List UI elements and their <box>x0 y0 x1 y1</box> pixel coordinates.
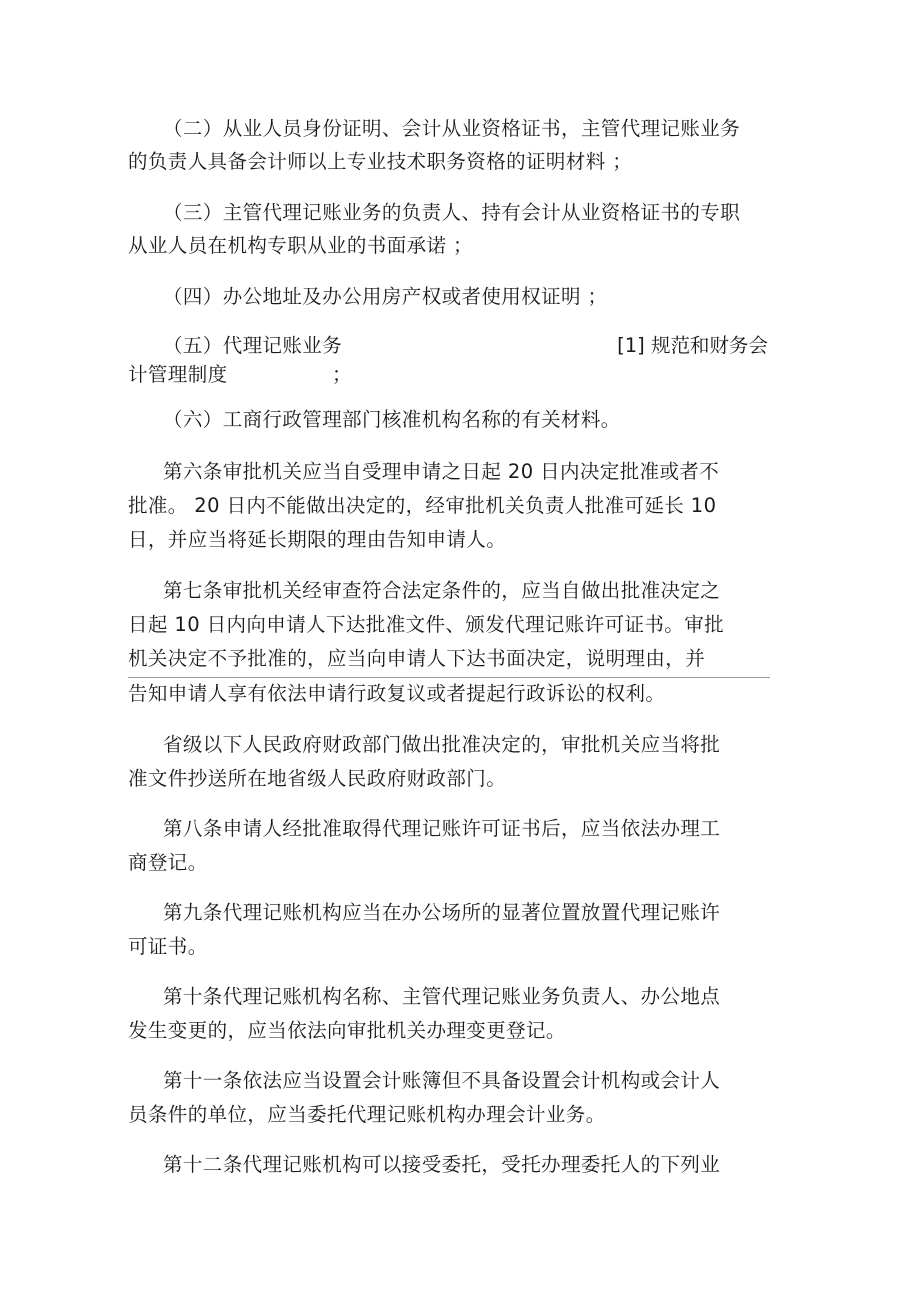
article12-line1: 第十二条代理记账机构可以接受委托，受托办理委托人的下列业 <box>163 1153 721 1176</box>
item2-line2: 的负责人具备会计师以上专业技术职务资格的证明材料 ； <box>128 150 633 173</box>
item3-line1: （三）主管代理记账业务的负责人、持有会计从业资格证书的专职 <box>163 201 741 224</box>
article6-line1: 第六条审批机关应当自受理申请之日起 20 日内决定批准或者不 <box>163 460 720 483</box>
item5-left: （五）代理记账业务 <box>163 334 343 357</box>
article9-line2: 可证书。 <box>128 935 208 958</box>
article7-line2: 日起 10 日内向申请人下达批准文件、颁发代理记账许可证书。审批 <box>128 613 725 636</box>
article8-line2: 商登记。 <box>128 851 208 874</box>
article9-line1: 第九条代理记账机构应当在办公场所的显著位置放置代理记账许 <box>163 901 721 924</box>
page-break-rule <box>128 677 770 678</box>
article8-line1: 第八条申请人经批准取得代理记账许可证书后，应当依法办理工 <box>163 817 721 840</box>
article11-line2: 员条件的单位，应当委托代理记账机构办理会计业务。 <box>128 1103 606 1126</box>
item6-line1: （六）工商行政管理部门核准机构名称的有关材料。 <box>163 408 621 431</box>
article11-line1: 第十一条依法应当设置会计账簿但不具备设置会计机构或会计人 <box>163 1069 721 1092</box>
article6-line3: 日，并应当将延长期限的理由告知申请人。 <box>128 528 507 551</box>
article10-line1: 第十条代理记账机构名称、主管代理记账业务负责人、办公地点 <box>163 985 721 1008</box>
item4-line1: （四）办公地址及办公用房产权或者使用权证明 ； <box>163 285 608 308</box>
article10-line2: 发生变更的，应当依法向审批机关办理变更登记。 <box>128 1019 566 1042</box>
provincial-line2: 准文件抄送所在地省级人民政府财政部门。 <box>128 767 507 790</box>
article7-line3: 机关决定不予批准的，应当向申请人下达书面决定，说明理由，并 <box>128 647 706 670</box>
provincial-line1: 省级以下人民政府财政部门做出批准决定的，审批机关应当将批 <box>163 733 721 756</box>
article7-line4: 告知申请人享有依法申请行政复议或者提起行政诉讼的权利。 <box>128 682 666 705</box>
article6-line2: 批准。 20 日内不能做出决定的，经审批机关负责人批准可延长 10 <box>128 494 717 517</box>
item5-line2-left: 计管理制度 <box>128 363 228 386</box>
item5-right: [1] 规范和财务会 <box>617 334 768 357</box>
item2-line1: （二）从业人员身份证明、会计从业资格证书，主管代理记账业务 <box>163 117 741 140</box>
article7-line1: 第七条审批机关经审查符合法定条件的，应当自做出批准决定之 <box>163 579 721 602</box>
item3-line2: 从业人员在机构专职从业的书面承诺 ； <box>128 234 473 257</box>
item5-line2-right: ； <box>332 363 352 386</box>
